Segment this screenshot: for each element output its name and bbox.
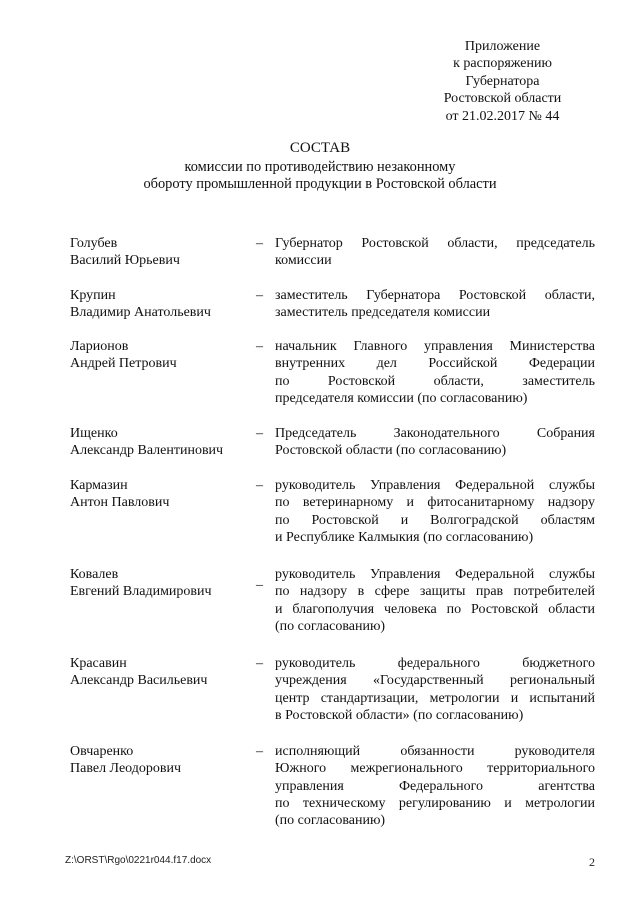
member-role: [275, 425, 595, 460]
role-line: руководитель Управления Федеральной службы: [275, 567, 595, 582]
member-surname: Голубев: [70, 236, 118, 251]
member-dash: _: [256, 573, 263, 588]
member-dash: –: [256, 288, 263, 303]
member-dash: –: [256, 478, 263, 493]
role-line: управления Федерального агентства: [275, 778, 595, 794]
member-surname: Ларионов: [70, 339, 129, 354]
member-dash: –: [256, 339, 263, 354]
role-line: по Ростовской области, заместитель: [275, 373, 595, 389]
member-role: [275, 655, 595, 724]
role-line: по надзору в сфере защиты прав потребителей: [275, 584, 595, 600]
role-line: (по согласованию): [275, 618, 386, 634]
member-name: [70, 287, 250, 322]
member-role: [275, 287, 595, 322]
member-role: [275, 235, 595, 270]
member-given-names: Василий Юрьевич: [70, 253, 180, 269]
role-line: руководитель Управления Федеральной службы: [275, 478, 595, 493]
role-line: и благополучия человека по Ростовской области: [275, 601, 595, 617]
member-surname: Ковалев: [70, 567, 119, 582]
member-given-names: Евгений Владимирович: [70, 584, 212, 600]
member-given-names: Александр Васильевич: [70, 673, 208, 689]
member-given-names: Александр Валентинович: [70, 443, 224, 459]
file-path: Z:\ORST\Rgo\0221r044.f17.docx: [65, 855, 212, 866]
member-given-names: Владимир Анатольевич: [70, 305, 211, 321]
member-surname: Красавин: [70, 656, 127, 671]
member-surname: Ищенко: [70, 426, 118, 441]
appendix-line: Ростовской области: [443, 91, 562, 107]
member-surname: Овчаренко: [70, 744, 134, 759]
role-line: в Ростовской области» (по согласованию): [275, 707, 524, 723]
document-subtitle-line: комиссии по противодействию незаконному: [184, 158, 456, 175]
role-line: заместитель председателя комиссии: [275, 305, 491, 321]
page-number: 2: [589, 855, 595, 869]
member-name: [70, 338, 250, 373]
role-line: руководитель федерального бюджетного: [275, 656, 595, 671]
role-line: заместитель Губернатора Ростовской области,: [275, 288, 595, 303]
document-title: СОСТАВ: [289, 140, 351, 156]
appendix-line: от 21.02.2017 № 44: [445, 108, 560, 124]
role-line: по техническому регулированию и метрологии: [275, 795, 595, 811]
appendix-line: Губернатора: [465, 73, 540, 89]
member-dash: –: [256, 426, 263, 441]
member-surname: Кармазин: [70, 478, 128, 493]
role-line: по ветеринарному и фитосанитарному надзору: [275, 495, 595, 511]
member-name: [70, 425, 250, 460]
role-line: Ростовской области (по согласованию): [275, 443, 507, 459]
role-line: и Республике Калмыкия (по согласованию): [275, 529, 534, 545]
member-name: [70, 235, 250, 270]
member-role: [275, 338, 595, 407]
role-line: центр стандартизации, метрологии и испытаний: [275, 690, 595, 706]
member-given-names: Андрей Петрович: [70, 356, 177, 372]
member-role: [275, 477, 595, 546]
member-surname: Крупин: [70, 288, 116, 303]
role-line: начальник Главного управления Министерства: [275, 339, 595, 354]
member-name: [70, 655, 250, 690]
appendix-header: [420, 38, 585, 125]
member-name: [70, 566, 250, 601]
role-line: исполняющий обязанности руководителя: [275, 744, 595, 759]
role-line: учреждения «Государственный региональный: [275, 673, 595, 689]
member-role: [275, 743, 595, 829]
member-dash: –: [256, 236, 263, 251]
member-role: [275, 566, 595, 635]
role-line: внутренних дел Российской Федерации: [275, 356, 595, 372]
role-line: комиссии: [275, 253, 332, 269]
document-subtitle-line: обороту промышленной продукции в Ростовской области: [143, 176, 497, 192]
role-line: (по согласованию): [275, 813, 386, 829]
member-given-names: Павел Леодорович: [70, 761, 182, 777]
member-name: [70, 743, 250, 778]
role-line: Губернатор Ростовской области, председатель: [275, 236, 595, 251]
member-given-names: Антон Павлович: [70, 495, 170, 511]
member-dash: –: [256, 744, 263, 759]
role-line: по Ростовской и Волгоградской областям: [275, 512, 595, 528]
document-heading: [60, 140, 580, 194]
appendix-line: Приложение: [464, 39, 541, 54]
appendix-line: к распоряжению: [453, 56, 552, 72]
member-dash: –: [256, 656, 263, 671]
role-line: председателя комиссии (по согласованию): [275, 390, 528, 406]
member-name: [70, 477, 250, 512]
role-line: Южного межрегионального территориального: [275, 761, 595, 777]
role-line: Председатель Законодательного Собрания: [275, 426, 595, 441]
